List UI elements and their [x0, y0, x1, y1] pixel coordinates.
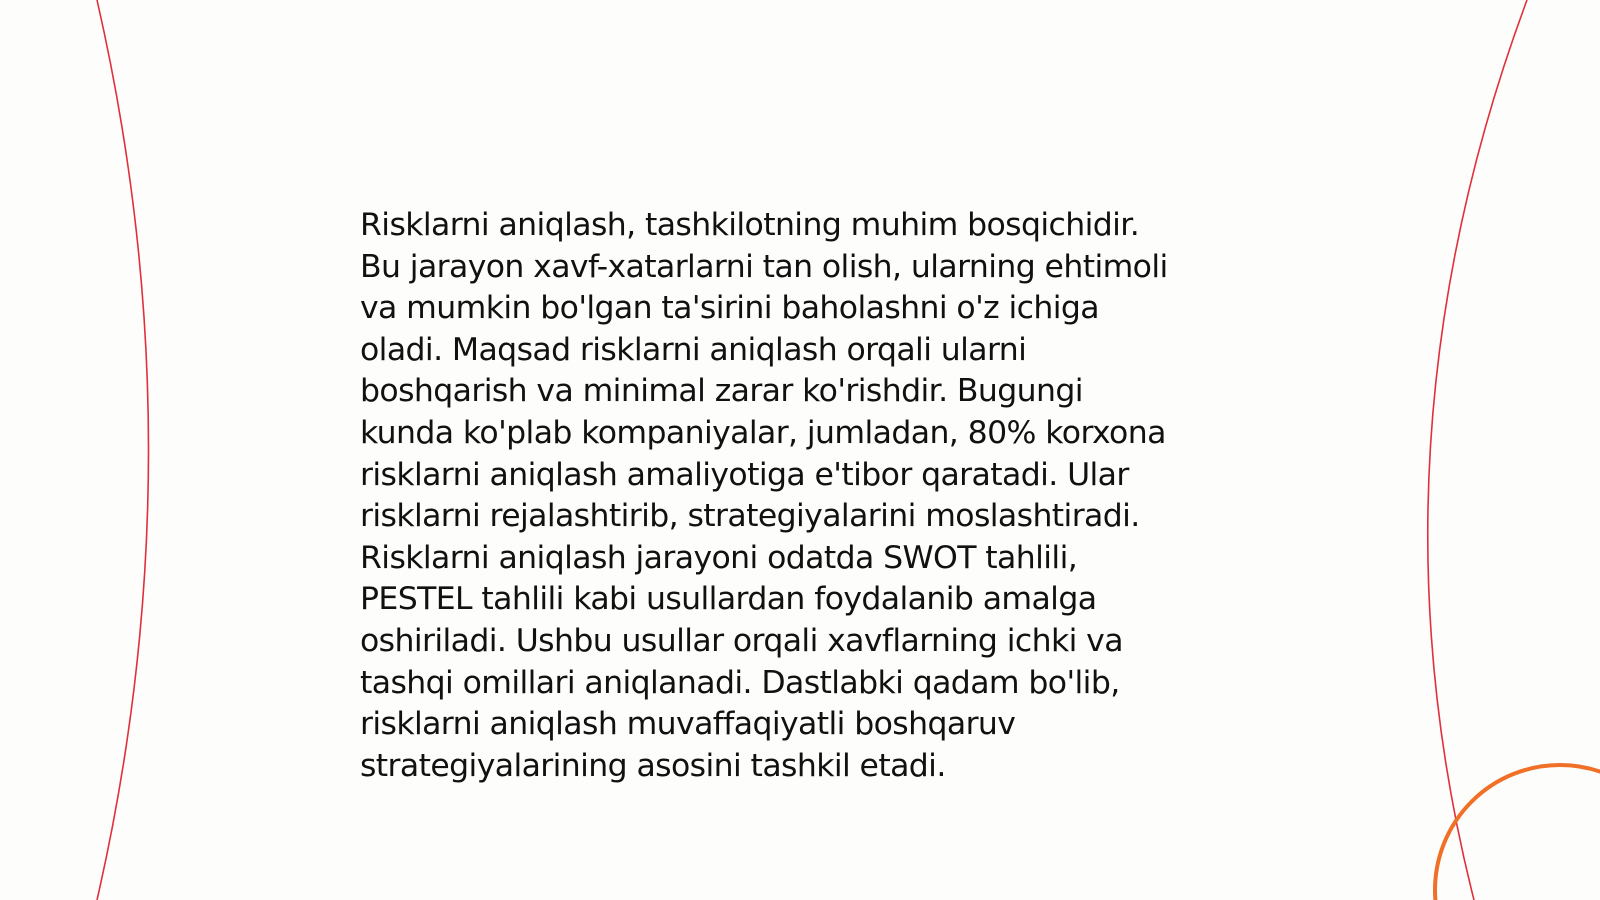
text-line: oladi. Maqsad risklarni aniqlash orqali ularni	[360, 331, 1027, 368]
right-curve-decoration	[1428, 0, 1527, 900]
text-line: risklarni aniqlash amaliyotiga e'tibor qaratadi. Ular	[360, 456, 1129, 493]
text-line: tashqi omillari aniqlanadi. Dastlabki qadam bo'lib,	[360, 664, 1120, 701]
text-line: risklarni rejalashtirib, strategiyalarini moslashtiradi.	[360, 498, 1140, 535]
text-line: oshiriladi. Ushbu usullar orqali xavflarning ichki va	[360, 622, 1123, 659]
text-line: boshqarish va minimal zarar ko'rishdir. Bugungi	[360, 373, 1083, 410]
text-line: Bu jarayon xavf-xatarlarni tan olish, ularning ehtimoli	[360, 248, 1168, 285]
text-line: va mumkin bo'lgan ta'sirini baholashni o'z ichiga	[360, 290, 1099, 327]
paragraph-text	[360, 205, 1240, 787]
left-curve-decoration	[97, 0, 149, 900]
corner-circle-decoration	[1435, 765, 1600, 900]
text-line: PESTEL tahlili kabi usullardan foydalanib amalga	[360, 581, 1097, 618]
text-line: Risklarni aniqlash, tashkilotning muhim bosqichidir.	[360, 207, 1140, 243]
text-line: risklarni aniqlash muvaffaqiyatli boshqaruv	[360, 706, 1016, 743]
text-line: Risklarni aniqlash jarayoni odatda SWOT tahlili,	[360, 539, 1078, 576]
text-line: kunda ko'plab kompaniyalar, jumladan, 80% korxona	[360, 414, 1166, 451]
text-line: strategiyalarining asosini tashkil etadi.	[360, 747, 946, 784]
